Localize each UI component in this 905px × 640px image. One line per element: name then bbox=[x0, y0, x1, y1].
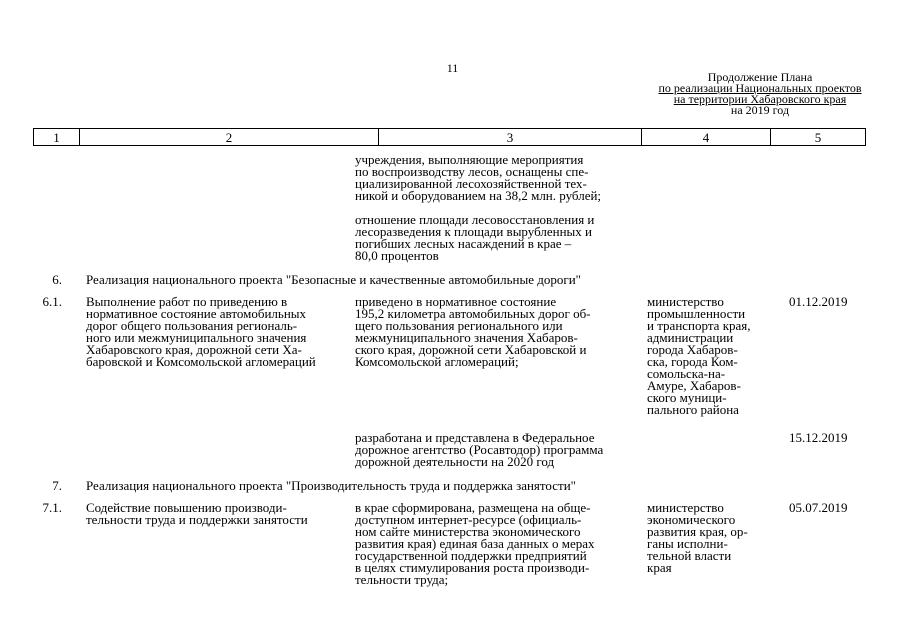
text-line: дорожной деятельности на 2020 год bbox=[355, 454, 555, 469]
text-line: 80,0 процентов bbox=[355, 248, 439, 263]
responsible-text bbox=[647, 296, 751, 416]
header-note-line: по реализации Национальных проектов bbox=[658, 81, 862, 95]
text-line: дорог общего пользования региональ- bbox=[86, 318, 298, 333]
text-line: тельности труда; bbox=[355, 572, 449, 587]
header-note bbox=[640, 72, 880, 116]
text-line: развития края) единая база данных о мерах bbox=[355, 536, 595, 551]
text-line: отношение площади лесовосстановления и bbox=[355, 212, 595, 227]
text-line: экономического bbox=[647, 512, 736, 527]
column-header-1: 1 bbox=[33, 128, 80, 146]
row-number: 6.1. bbox=[42, 294, 62, 309]
due-date: 01.12.2019 bbox=[789, 294, 848, 309]
row-number: 7.1. bbox=[42, 500, 62, 515]
text-line: и транспорта края, bbox=[647, 318, 751, 333]
text-line: ганы исполни- bbox=[647, 536, 728, 551]
activity-text bbox=[86, 502, 308, 526]
column-header-4: 4 bbox=[641, 128, 771, 146]
column-header-3: 3 bbox=[378, 128, 642, 146]
result-text bbox=[355, 502, 594, 586]
text-line: ном сайте министерства экономического bbox=[355, 524, 581, 539]
section-title: Реализация национального проекта "Безопасные и качественные автомобильные дороги" bbox=[86, 272, 581, 287]
page-number: 11 bbox=[446, 61, 459, 75]
text-line: по воспроизводству лесов, оснащены спе- bbox=[355, 164, 589, 179]
text-line: ска, города Ком- bbox=[647, 354, 738, 369]
text-line: погибших лесных насаждений в крае – bbox=[355, 236, 572, 251]
text-line: никой и оборудованием на 38,2 млн. рублей; bbox=[355, 188, 602, 203]
text-line: Хабаровского края, дорожной сети Ха- bbox=[86, 342, 302, 357]
activity-text bbox=[86, 296, 316, 368]
text-line: в крае сформирована, размещена на обще- bbox=[355, 500, 591, 515]
text-line: тельной власти bbox=[647, 548, 732, 563]
text-line: края bbox=[647, 560, 672, 575]
text-line: развития края, ор- bbox=[647, 524, 748, 539]
text-line: Амуре, Хабаров- bbox=[647, 378, 741, 393]
header-note-line: на 2019 год bbox=[730, 103, 790, 117]
header-note-line: на территории Хабаровского края bbox=[673, 92, 847, 106]
column-header-5: 5 bbox=[770, 128, 866, 146]
text-line: ского муници- bbox=[647, 390, 727, 405]
text-line: администрации bbox=[647, 330, 734, 345]
text-line: учреждения, выполняющие мероприятия bbox=[355, 152, 584, 167]
text-line: пального района bbox=[647, 402, 739, 417]
result-text bbox=[355, 296, 591, 368]
text-line: тельности труда и поддержки занятости bbox=[86, 512, 308, 527]
continuation-result-1 bbox=[355, 154, 601, 202]
due-date: 05.07.2019 bbox=[789, 500, 848, 515]
text-line: циализированной лесохозяйственной тех- bbox=[355, 176, 587, 191]
section-number: 6. bbox=[52, 272, 62, 287]
header-note-line: Продолжение Плана bbox=[707, 70, 813, 84]
text-line: министерство bbox=[647, 294, 724, 309]
due-date: 15.12.2019 bbox=[789, 430, 848, 445]
text-line: сомольска-на- bbox=[647, 366, 726, 381]
text-line: межмуниципального значения Хаба́ров- bbox=[355, 330, 578, 345]
text-line: министерство bbox=[647, 500, 724, 515]
column-header-row bbox=[33, 128, 866, 146]
text-line: Содействие повышению производи- bbox=[86, 500, 287, 515]
column-header-2: 2 bbox=[79, 128, 379, 146]
text-line: ского края, дорожной сети Хабаровской и bbox=[355, 342, 587, 357]
text-line: нормативное состояние автомобильных bbox=[86, 306, 307, 321]
text-line: доступном интернет-ресурсе (официаль- bbox=[355, 512, 582, 527]
result-text bbox=[355, 432, 603, 468]
text-line: 195,2 километра автомобильных дорог об- bbox=[355, 306, 591, 321]
text-line: приведено в нормативное состояние bbox=[355, 294, 557, 309]
responsible-text bbox=[647, 502, 748, 574]
text-line: баровской и Комсомольской агломераций bbox=[86, 354, 316, 369]
text-line: дорожное агентство (Росавтодор) программа bbox=[355, 442, 604, 457]
text-line: государственной поддержки предприятий bbox=[355, 548, 587, 563]
text-line: щего пользования регионального или bbox=[355, 318, 563, 333]
text-line: промышленности bbox=[647, 306, 746, 321]
text-line: Выполнение работ по приведению в bbox=[86, 294, 288, 309]
section-number: 7. bbox=[52, 478, 62, 493]
text-line: лесоразведения к площади вырубленных и bbox=[355, 224, 592, 239]
text-line: в целях стимулирования роста производи- bbox=[355, 560, 590, 575]
text-line: Комсомольской агломераций; bbox=[355, 354, 519, 369]
text-line: ного или межмуниципального значения bbox=[86, 330, 307, 345]
text-line: разработана и представлена в Федеральное bbox=[355, 430, 595, 445]
section-title: Реализация национального проекта "Производительность труда и поддержка занятости" bbox=[86, 478, 576, 493]
continuation-result-2 bbox=[355, 214, 594, 262]
text-line: города Хабаров- bbox=[647, 342, 738, 357]
